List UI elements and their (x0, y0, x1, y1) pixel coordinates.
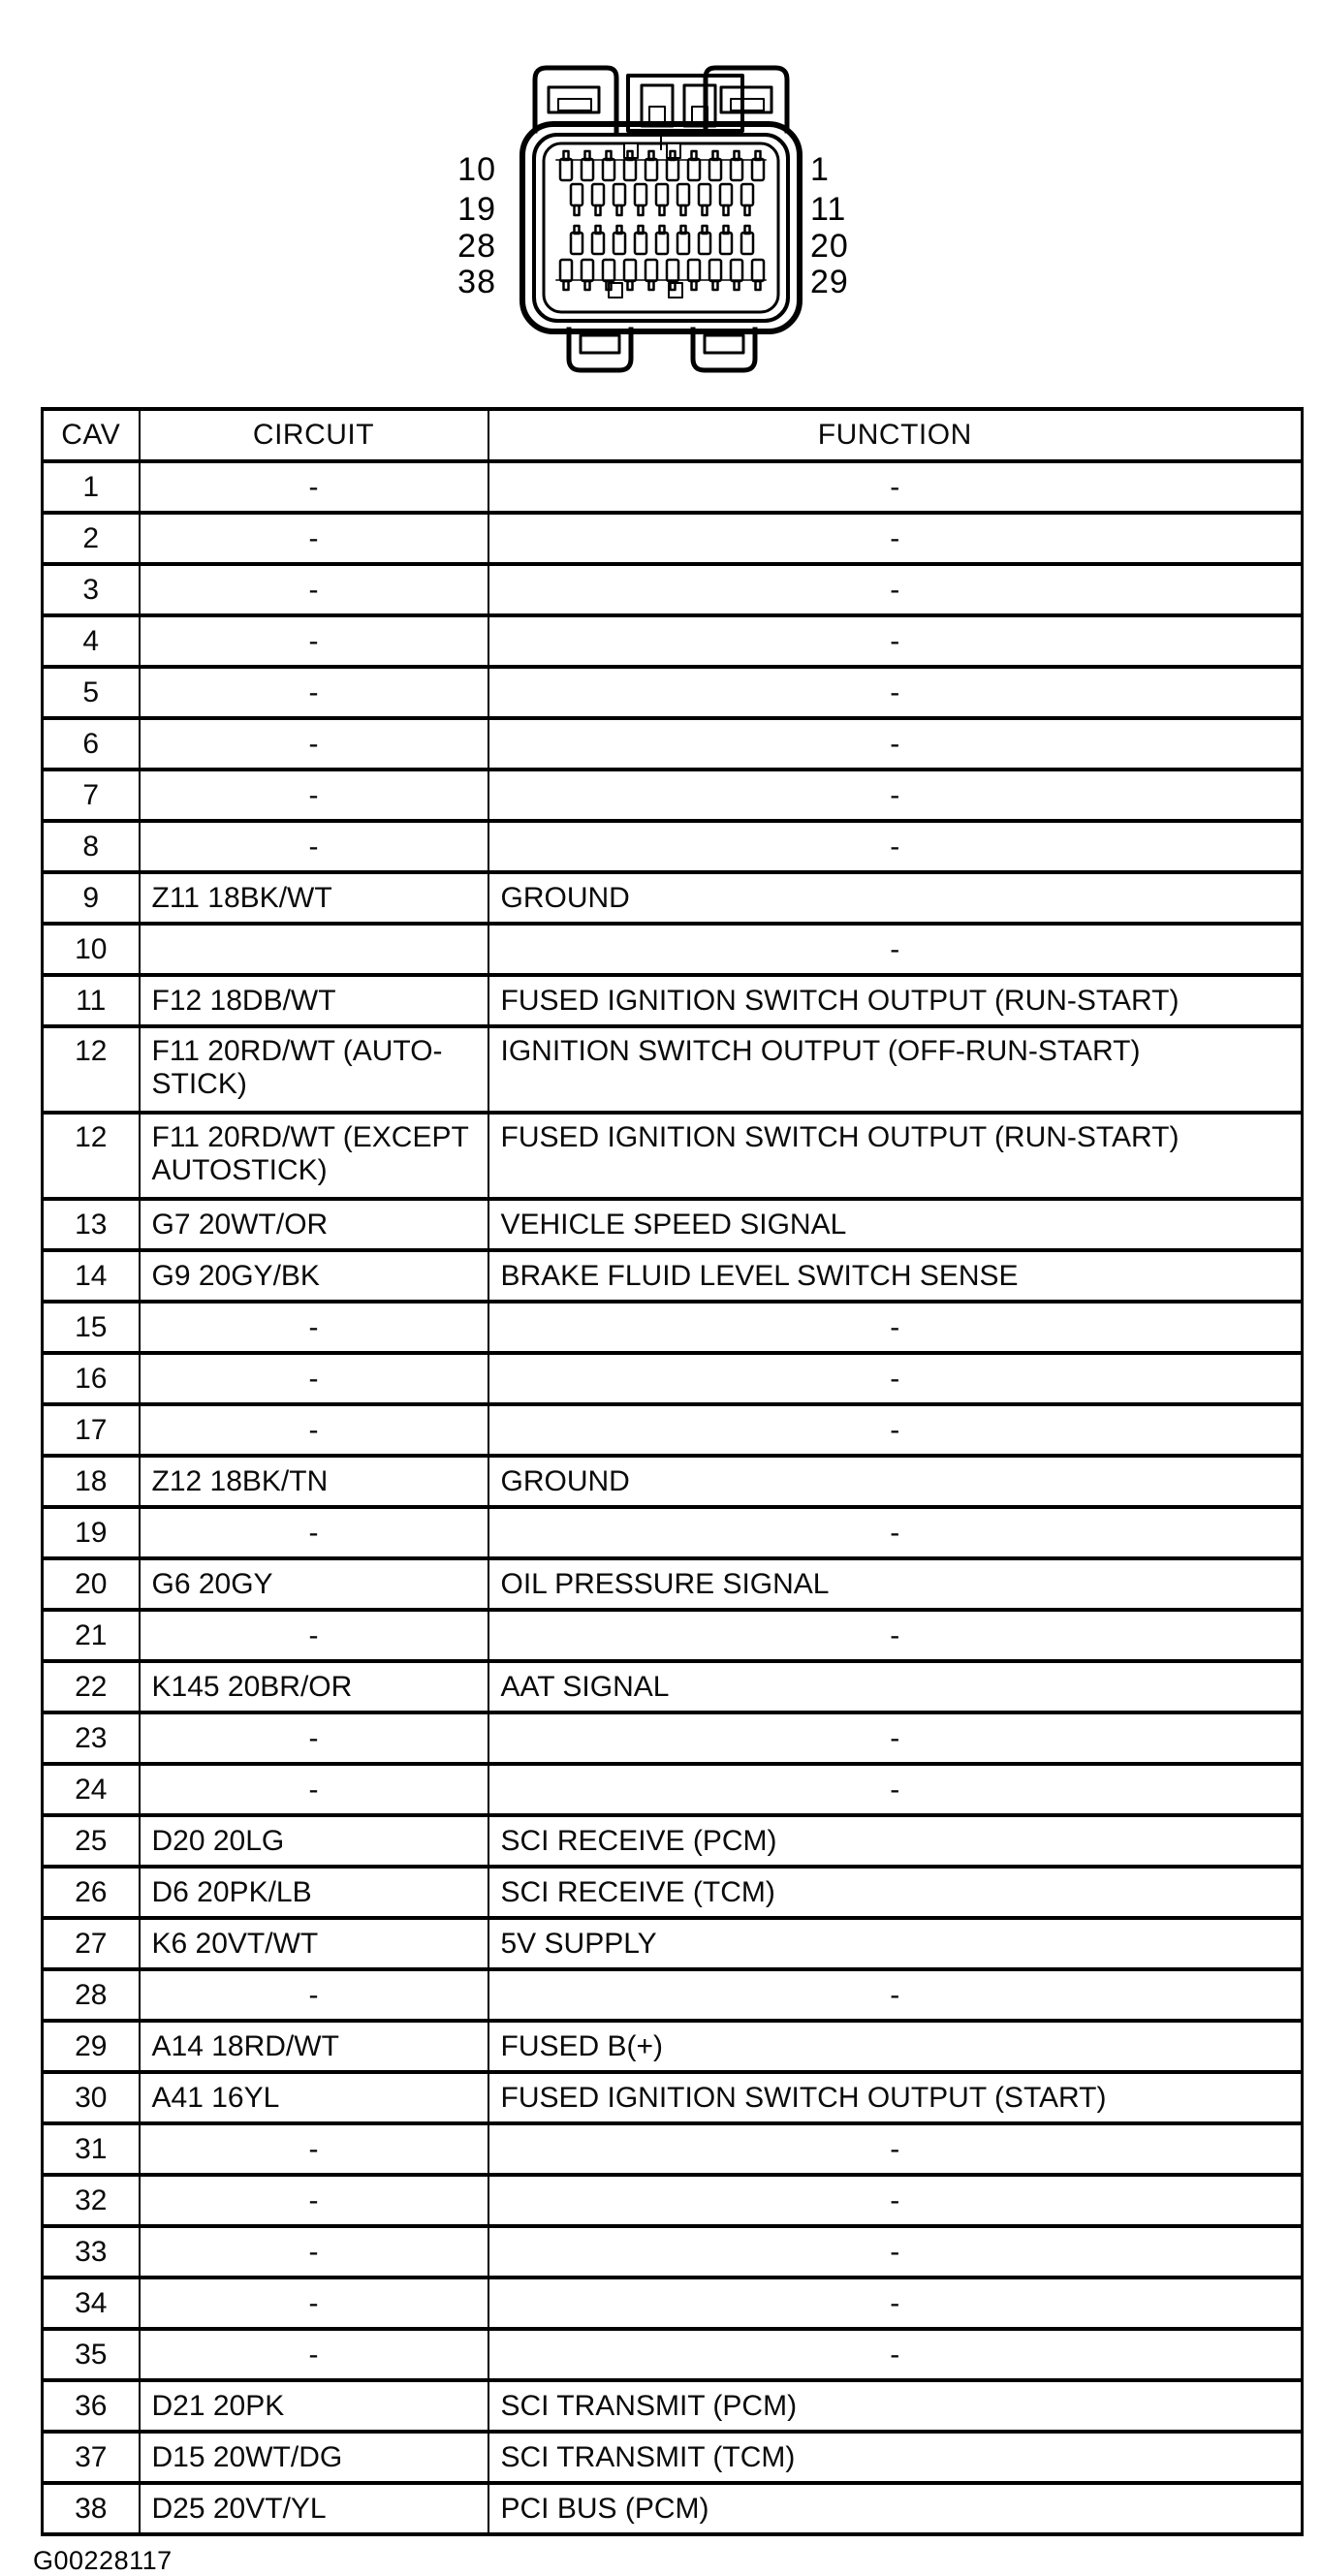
table-row (43, 2380, 1303, 2432)
cell-function: - (488, 718, 1303, 770)
cell-circuit: - (140, 2175, 488, 2226)
table-row (43, 1610, 1303, 1661)
pin-label-right-29: 29 (810, 264, 849, 300)
cell-function: FUSED IGNITION SWITCH OUTPUT (RUN-START) (488, 975, 1303, 1026)
cell-function: OIL PRESSURE SIGNAL (488, 1558, 1303, 1610)
cell-function: - (488, 667, 1303, 718)
cell-function: - (488, 1404, 1303, 1456)
table-row (43, 2483, 1303, 2534)
cell-cav: 3 (43, 564, 140, 615)
table-row (43, 2329, 1303, 2380)
col-header-circuit: CIRCUIT (140, 409, 488, 461)
cell-function: SCI TRANSMIT (PCM) (488, 2380, 1303, 2432)
cell-circuit: - (140, 2123, 488, 2175)
cell-cav: 19 (43, 1507, 140, 1558)
table-row (43, 1026, 1303, 1113)
cell-function: - (488, 2175, 1303, 2226)
cell-cav: 11 (43, 975, 140, 1026)
table-row (43, 1199, 1303, 1250)
cell-cav: 32 (43, 2175, 140, 2226)
cell-function: - (488, 1507, 1303, 1558)
table-row (43, 513, 1303, 564)
cell-circuit: D25 20VT/YL (140, 2483, 488, 2534)
cell-circuit: - (140, 1712, 488, 1764)
table-row (43, 1353, 1303, 1404)
cell-cav: 37 (43, 2432, 140, 2483)
figure-id: G00228117 (33, 2546, 173, 2575)
table-row (43, 1113, 1303, 1199)
table-row (43, 2278, 1303, 2329)
cell-circuit: G7 20WT/OR (140, 1199, 488, 1250)
cell-function: - (488, 924, 1303, 975)
cell-function: - (488, 1764, 1303, 1815)
table-row (43, 1507, 1303, 1558)
table-row (43, 2072, 1303, 2123)
cell-cav: 36 (43, 2380, 140, 2432)
col-header-cav: CAV (43, 409, 140, 461)
table-row (43, 718, 1303, 770)
cell-circuit: - (140, 615, 488, 667)
cell-cav: 5 (43, 667, 140, 718)
cell-circuit: D20 20LG (140, 1815, 488, 1867)
pinout-table-body (43, 461, 1303, 2534)
cell-circuit: - (140, 564, 488, 615)
cell-cav: 15 (43, 1302, 140, 1353)
cell-cav: 17 (43, 1404, 140, 1456)
cell-function: - (488, 1712, 1303, 1764)
cell-cav: 28 (43, 1969, 140, 2021)
cell-cav: 24 (43, 1764, 140, 1815)
table-row (43, 1815, 1303, 1867)
pin-label-left-28: 28 (457, 228, 496, 265)
table-row (43, 1302, 1303, 1353)
cell-cav: 30 (43, 2072, 140, 2123)
cell-circuit: - (140, 2278, 488, 2329)
cell-function: 5V SUPPLY (488, 1918, 1303, 1969)
cell-cav: 25 (43, 1815, 140, 1867)
cell-function: FUSED IGNITION SWITCH OUTPUT (RUN-START) (488, 1113, 1303, 1199)
table-row (43, 1250, 1303, 1302)
table-row (43, 924, 1303, 975)
table-row (43, 615, 1303, 667)
cell-cav: 12 (43, 1113, 140, 1199)
cell-cav: 16 (43, 1353, 140, 1404)
cell-circuit: - (140, 667, 488, 718)
cell-circuit: - (140, 770, 488, 821)
cell-cav: 8 (43, 821, 140, 872)
table-row (43, 2175, 1303, 2226)
pinout-table-header (43, 409, 1303, 461)
cell-circuit: D15 20WT/DG (140, 2432, 488, 2483)
cell-function: - (488, 564, 1303, 615)
table-row (43, 975, 1303, 1026)
cell-cav: 26 (43, 1867, 140, 1918)
table-row (43, 564, 1303, 615)
cell-circuit: - (140, 821, 488, 872)
cell-cav: 2 (43, 513, 140, 564)
cell-cav: 31 (43, 2123, 140, 2175)
cell-function: - (488, 1610, 1303, 1661)
cell-cav: 1 (43, 461, 140, 513)
cell-circuit: K145 20BR/OR (140, 1661, 488, 1712)
cell-cav: 13 (43, 1199, 140, 1250)
cell-circuit: A14 18RD/WT (140, 2021, 488, 2072)
connector-face-icon (516, 39, 806, 373)
pin-label-left-19: 19 (457, 191, 496, 228)
cell-cav: 21 (43, 1610, 140, 1661)
table-row (43, 1712, 1303, 1764)
cell-circuit: A41 16YL (140, 2072, 488, 2123)
cell-circuit: F11 20RD/WT (AUTO-STICK) (140, 1026, 488, 1113)
cell-cav: 27 (43, 1918, 140, 1969)
table-row (43, 1558, 1303, 1610)
cell-circuit: F11 20RD/WT (EXCEPT AUTOSTICK) (140, 1113, 488, 1199)
cell-circuit: - (140, 1610, 488, 1661)
cell-function: GROUND (488, 1456, 1303, 1507)
cell-function: IGNITION SWITCH OUTPUT (OFF-RUN-START) (488, 1026, 1303, 1113)
table-row (43, 2021, 1303, 2072)
cell-circuit: - (140, 2226, 488, 2278)
table-row (43, 872, 1303, 924)
cell-circuit: - (140, 461, 488, 513)
cell-function: - (488, 821, 1303, 872)
cell-cav: 6 (43, 718, 140, 770)
cell-function: - (488, 1353, 1303, 1404)
cell-circuit: - (140, 513, 488, 564)
cell-cav: 12 (43, 1026, 140, 1113)
cell-function: - (488, 770, 1303, 821)
cell-circuit: D21 20PK (140, 2380, 488, 2432)
cell-function: - (488, 2226, 1303, 2278)
cell-function: BRAKE FLUID LEVEL SWITCH SENSE (488, 1250, 1303, 1302)
cell-function: VEHICLE SPEED SIGNAL (488, 1199, 1303, 1250)
table-row (43, 2226, 1303, 2278)
cell-cav: 7 (43, 770, 140, 821)
col-header-function: FUNCTION (488, 409, 1303, 461)
cell-circuit: - (140, 1764, 488, 1815)
table-row (43, 1764, 1303, 1815)
table-row (43, 461, 1303, 513)
cell-circuit: - (140, 1507, 488, 1558)
cell-cav: 18 (43, 1456, 140, 1507)
cell-circuit: Z12 18BK/TN (140, 1456, 488, 1507)
cell-cav: 14 (43, 1250, 140, 1302)
pin-label-left-38: 38 (457, 264, 496, 300)
cell-cav: 23 (43, 1712, 140, 1764)
pin-label-right-20: 20 (810, 228, 849, 265)
cell-cav: 29 (43, 2021, 140, 2072)
connector-diagram (0, 0, 1322, 407)
table-row (43, 821, 1303, 872)
cell-cav: 35 (43, 2329, 140, 2380)
table-row (43, 770, 1303, 821)
cell-circuit: G6 20GY (140, 1558, 488, 1610)
cell-function: - (488, 2123, 1303, 2175)
pin-label-right-11: 11 (810, 191, 847, 228)
cell-function: SCI RECEIVE (TCM) (488, 1867, 1303, 1918)
cell-circuit: - (140, 718, 488, 770)
cell-function: GROUND (488, 872, 1303, 924)
cell-cav: 10 (43, 924, 140, 975)
table-row (43, 2432, 1303, 2483)
cell-circuit: D6 20PK/LB (140, 1867, 488, 1918)
cell-circuit: - (140, 2329, 488, 2380)
cell-function: SCI RECEIVE (PCM) (488, 1815, 1303, 1867)
pinout-table (41, 407, 1304, 2536)
cell-circuit: G9 20GY/BK (140, 1250, 488, 1302)
cell-circuit: F12 18DB/WT (140, 975, 488, 1026)
header-row (43, 409, 1303, 461)
cell-circuit (140, 924, 488, 975)
cell-cav: 4 (43, 615, 140, 667)
cell-circuit: - (140, 1302, 488, 1353)
cell-function: PCI BUS (PCM) (488, 2483, 1303, 2534)
cell-function: - (488, 461, 1303, 513)
cell-circuit: K6 20VT/WT (140, 1918, 488, 1969)
cell-function: - (488, 1969, 1303, 2021)
table-row (43, 2123, 1303, 2175)
cell-cav: 34 (43, 2278, 140, 2329)
table-row (43, 1404, 1303, 1456)
table-row (43, 667, 1303, 718)
cell-function: - (488, 513, 1303, 564)
cell-function: FUSED B(+) (488, 2021, 1303, 2072)
cell-function: AAT SIGNAL (488, 1661, 1303, 1712)
cell-cav: 22 (43, 1661, 140, 1712)
pin-label-right-1: 1 (810, 151, 830, 188)
cell-cav: 33 (43, 2226, 140, 2278)
cell-function: - (488, 2278, 1303, 2329)
cell-function: - (488, 615, 1303, 667)
table-row (43, 1867, 1303, 1918)
table-row (43, 1456, 1303, 1507)
cell-circuit: Z11 18BK/WT (140, 872, 488, 924)
cell-function: FUSED IGNITION SWITCH OUTPUT (START) (488, 2072, 1303, 2123)
cell-circuit: - (140, 1404, 488, 1456)
pin-label-left-10: 10 (457, 151, 496, 188)
cell-circuit: - (140, 1353, 488, 1404)
table-row (43, 1918, 1303, 1969)
cell-circuit: - (140, 1969, 488, 2021)
cell-function: SCI TRANSMIT (TCM) (488, 2432, 1303, 2483)
cell-function: - (488, 1302, 1303, 1353)
table-row (43, 1661, 1303, 1712)
cell-function: - (488, 2329, 1303, 2380)
table-row (43, 1969, 1303, 2021)
cell-cav: 9 (43, 872, 140, 924)
cell-cav: 38 (43, 2483, 140, 2534)
cell-cav: 20 (43, 1558, 140, 1610)
